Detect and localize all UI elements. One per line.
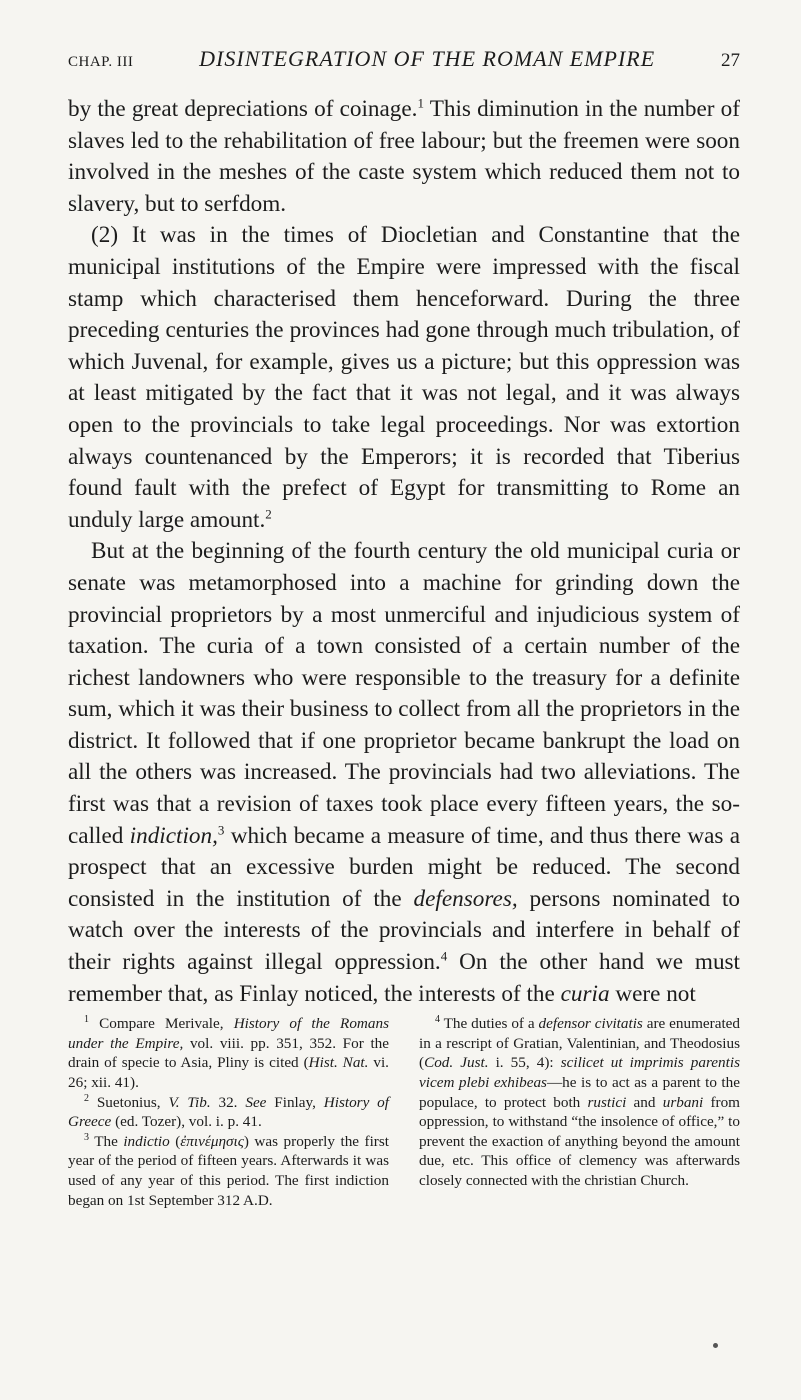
chapter-title: DISINTEGRATION OF THE ROMAN EMPIRE bbox=[199, 46, 656, 71]
footnote-3: $^3$ The indictio (ἐπινέμησις) was properly the first year of the period of fifteen years. Afterwards it was used of any year of this period. The first indiction began on 1st September 312 A.D. bbox=[68, 1131, 389, 1209]
page-number: 27 bbox=[721, 50, 740, 71]
footnotes-right-column bbox=[419, 1014, 740, 1210]
term-defensores: defensores, bbox=[413, 885, 518, 912]
chapter-label: CHAP. III bbox=[68, 54, 134, 70]
footnote-ref-3: 3 bbox=[217, 821, 225, 837]
footnote-ref-2: 2 bbox=[265, 505, 272, 521]
paragraph-2: (2) It was in the times of Diocletian and Constantine that the municipal institutions of the Empire were impressed with the fiscal stamp which characterised them henceforward. During the three preceding centuries the provinces had gone through much tribulation, of which Juvenal, for example, gives us a picture; but this oppression was at least mitigated by the fact that it was not legal, and it was always open to the provincials to take legal proceedings. Nor was extortion always countenanced by the Emperors; it is recorded that Tiberius found fault with the prefect of Egypt for transmitting to Rome an unduly large amount.$^2$ bbox=[68, 222, 740, 533]
footnote-ref-4: 4 bbox=[440, 948, 448, 964]
term-curia: curia bbox=[560, 980, 610, 1007]
footnotes-left-column bbox=[68, 1014, 389, 1210]
body-text bbox=[68, 94, 740, 1010]
footnote-2: $^2$ Suetonius, V. Tib. 32. See Finlay, History of Greece (ed. Tozer), vol. i. p. 41. bbox=[68, 1092, 389, 1131]
footnote-1: $^1$ Compare Merivale, History of the Romans under the Empire, vol. viii. pp. 351, 352. For the drain of specie to Asia, Pliny is cited (Hist. Nat. vi. 26; xii. 41). bbox=[68, 1014, 390, 1091]
running-head bbox=[68, 46, 740, 80]
book-page bbox=[68, 46, 740, 1210]
printer-mark-dot bbox=[713, 1343, 718, 1348]
footnote-ref-1: 1 bbox=[417, 95, 424, 111]
paragraph-1: by the great depreciations of coinage.$^1$ This diminution in the number of slaves led to the rehabilitation of free labour; but the freemen were soon involved in the meshes of the caste system which reduced them not to slavery, but to serfdom. bbox=[68, 95, 740, 217]
term-indiction: indiction, bbox=[129, 822, 218, 849]
paragraph-3: But at the beginning of the fourth century the old municipal curia or senate was metamorphosed into a machine for grinding down the provincial proprietors by a most unmerciful and injudicious system of taxation. The curia of a town consisted of a certain number of the richest landowners who were responsible to the treasury for a definite sum, which it was their business to collect from all the proprietors in the district. It followed that if one proprietor became bankrupt the load on all the others was increased. The provincials had two alleviations. The first was that a revision of taxes took place every fifteen years, the so-called indiction,$^3$ which became a measure of time, and thus there was a prospect that an excessive burden might be reduced. The second consisted in the institution of the defensores, persons nominated to watch over the interests of the provincials and interfere in behalf of their rights against illegal oppression.$^4$ On the other hand we must remember that, as Finlay noticed, the interests of the curia were not bbox=[68, 538, 741, 1007]
footnotes bbox=[68, 1014, 740, 1210]
footnote-4: $^4$ The duties of a defensor civitatis are enumerated in a rescript of Gratian, Valentinian, and Theodosius (Cod. Just. i. 55, 4): scilicet ut imprimis parentis vicem plebi exhibeas—he is to act as a parent to the populace, to protect both rustici and urbani from oppression, to withstand “the insolence of office,” to prevent the exaction of anything beyond the amount due, etc. This office of clemency was afterwards closely connected with the christian Church. bbox=[419, 1014, 741, 1189]
